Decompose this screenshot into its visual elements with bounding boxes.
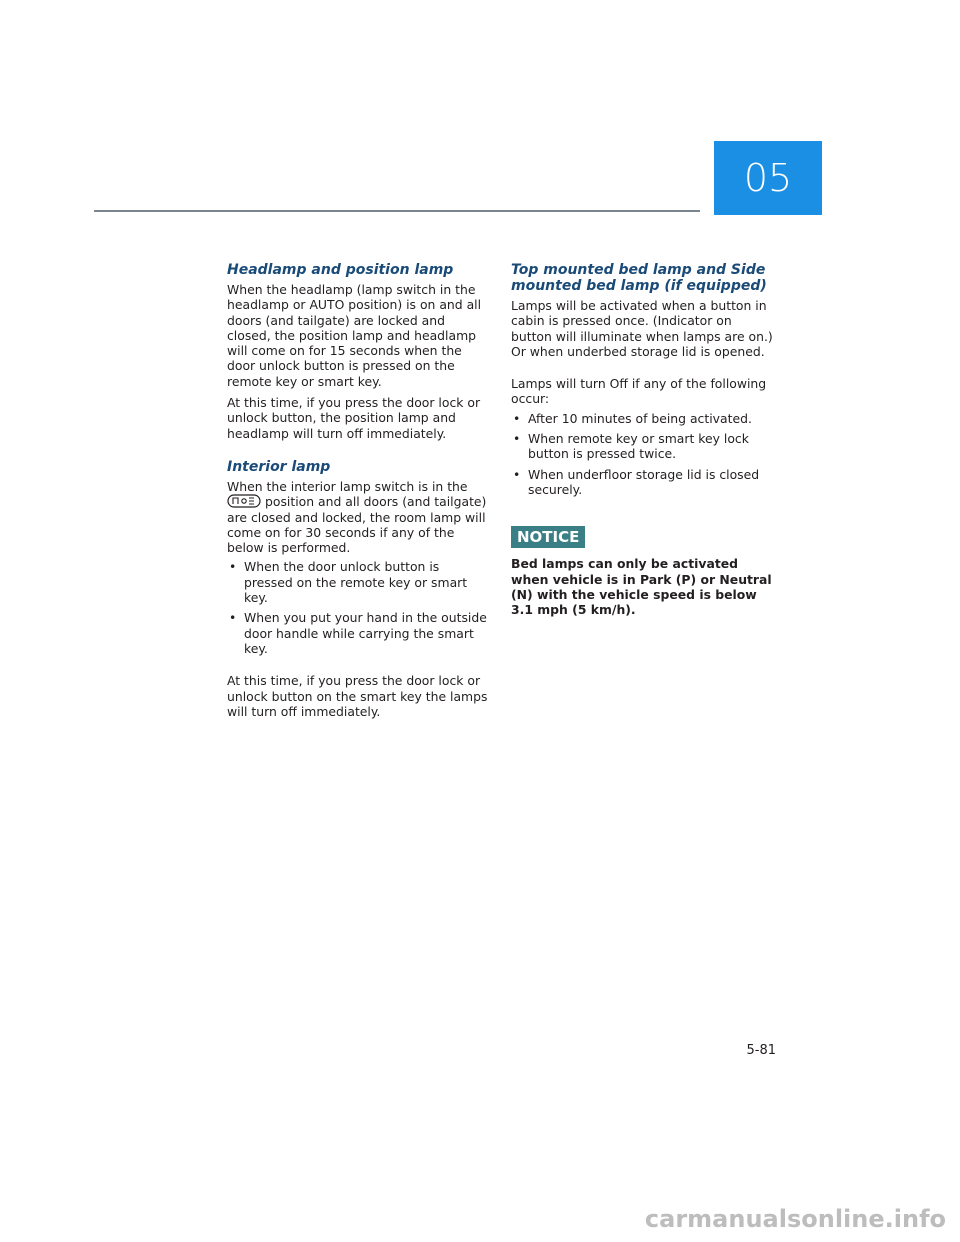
interior-lamp-list — [227, 559, 489, 656]
headlamp-paragraph-1: When the headlamp (lamp switch in the headlamp or AUTO position) is on and all doors (and tailgate) are locked and closed, the position lamp and headlamp will come on for 15 seconds when the door unlock button is pressed on the remote key or smart key. — [227, 282, 482, 389]
bed-lamp-heading: Top mounted bed lamp and Side mounted bed lamp (if equipped) — [511, 262, 767, 294]
list-item: • When underfloor storage lid is closed securely. — [513, 466, 760, 497]
interior-lamp-intro — [227, 479, 489, 555]
interior-lamp-intro-lead: When the interior lamp switch is in the — [227, 478, 468, 494]
interior-lamp-after: At this time, if you press the door lock or unlock button on the smart key the lamps will turn off immediately. — [227, 673, 488, 719]
interior-lamp-heading: Interior lamp — [227, 458, 331, 475]
header-rule — [94, 210, 700, 212]
door-lamp-icon — [227, 494, 261, 508]
list-item-text: When remote key or smart key lock button is pressed twice. — [528, 431, 749, 462]
headlamp-paragraph-2: At this time, if you press the door lock or unlock button, the position lamp and headlamp will turn off immediately. — [227, 395, 481, 441]
list-item: • When the door unlock button is pressed on the remote key or smart key. — [229, 559, 468, 606]
list-item: • When you put your hand in the outside door handle while carrying the smart key. — [229, 610, 487, 656]
left-column — [227, 262, 489, 719]
bed-lamp-paragraph-1: Lamps will be activated when a button in cabin is pressed once. (Indicator on button will illuminate when lamps are on.) Or when underbed storage lid is opened. — [511, 298, 773, 359]
interior-lamp-intro-rest: position and all doors (and tailgate) are closed and locked, the room lamp will come on for 30 seconds if any of the below is performed. — [227, 494, 487, 556]
chapter-number: 05 — [743, 156, 793, 200]
right-column — [511, 262, 773, 617]
list-item-text: When the door unlock button is pressed on the remote key or smart key. — [244, 559, 468, 606]
bed-lamp-list — [511, 411, 773, 497]
headlamp-heading: Headlamp and position lamp — [227, 262, 454, 278]
notice-badge: NOTICE — [511, 526, 585, 548]
list-item-text: When you put your hand in the outside door handle while carrying the smart key. — [244, 610, 487, 656]
list-item-text: When underfloor storage lid is closed securely. — [528, 466, 760, 497]
list-item: • When remote key or smart key lock button is pressed twice. — [513, 431, 749, 462]
notice-text: Bed lamps can only be activated when vehicle is in Park (P) or Neutral (N) with the vehicle speed is below 3.1 mph (5 km/h). — [511, 556, 772, 618]
list-item: • After 10 minutes of being activated. — [513, 410, 752, 426]
watermark: carmanualsonline.info — [644, 1205, 946, 1233]
bed-lamp-paragraph-2: Lamps will turn Off if any of the following occur: — [511, 376, 767, 407]
chapter-tab — [714, 141, 822, 215]
list-item-text: After 10 minutes of being activated. — [528, 410, 752, 426]
page-number: 5-81 — [746, 1043, 776, 1058]
